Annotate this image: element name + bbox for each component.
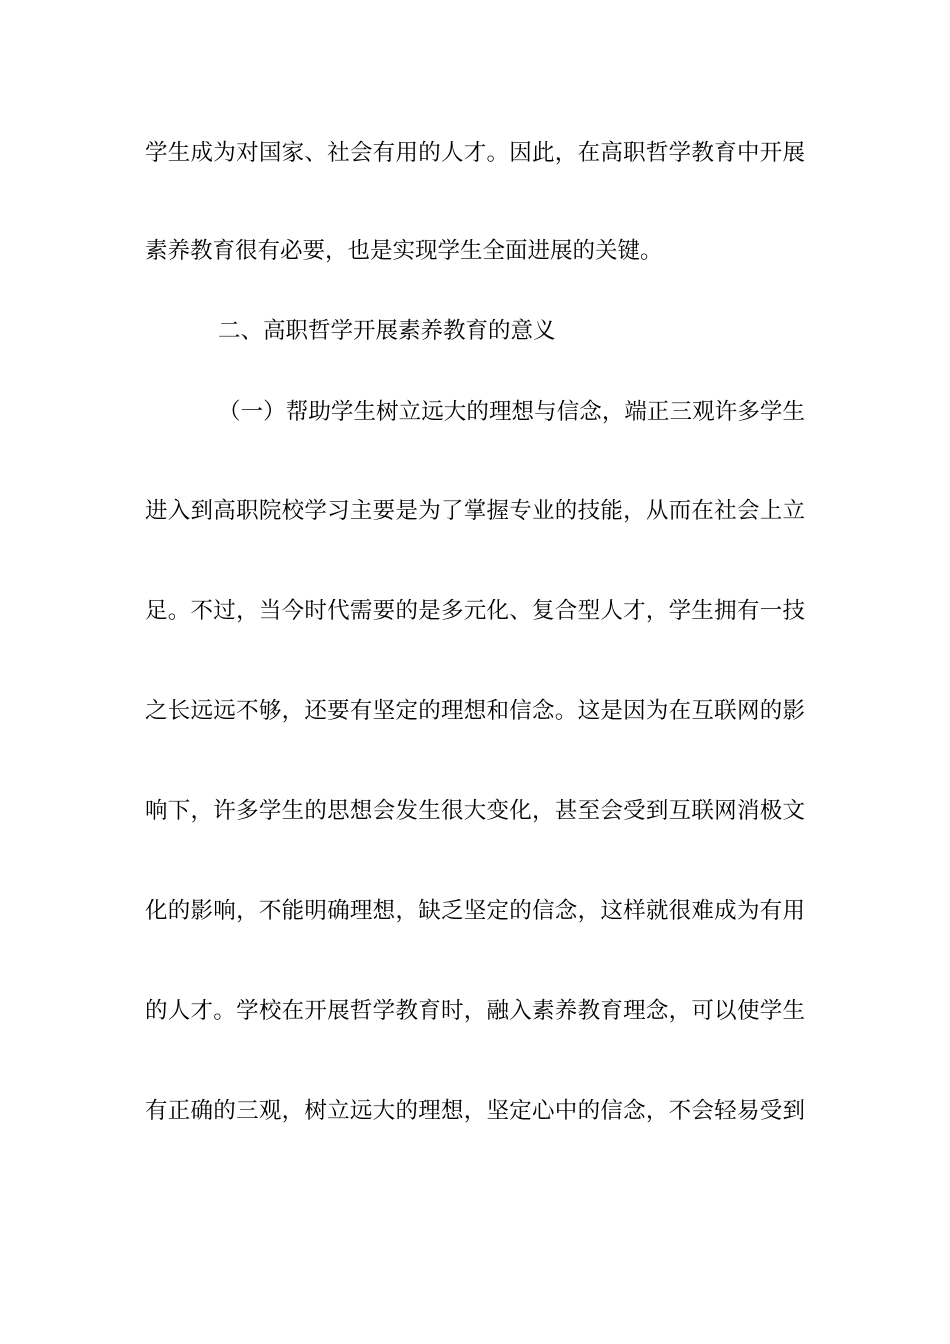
paragraph-line: 化的影响，不能明确理想，缺乏坚定的信念，这样就很难成为有用: [145, 898, 805, 924]
section-heading: 二、高职哲学开展素养教育的意义: [218, 318, 556, 344]
paragraph-line: 足。不过，当今时代需要的是多元化、复合型人才，学生拥有一技: [145, 598, 805, 624]
paragraph-line: 响下，许多学生的思想会发生很大变化，甚至会受到互联网消极文: [145, 798, 805, 824]
paragraph-line: 有正确的三观，树立远大的理想，坚定心中的信念，不会轻易受到: [145, 1098, 805, 1124]
paragraph-line: 之长远远不够，还要有坚定的理想和信念。这是因为在互联网的影: [145, 698, 805, 724]
paragraph-line: 的人才。学校在开展哲学教育时，融入素养教育理念，可以使学生: [145, 998, 805, 1024]
paragraph-line: 素养教育很有必要，也是实现学生全面进展的关键。: [145, 238, 663, 264]
paragraph-line: 进入到高职院校学习主要是为了掌握专业的技能，从而在社会上立: [145, 498, 805, 524]
paragraph-line: 学生成为对国家、社会有用的人才。因此，在高职哲学教育中开展: [145, 140, 805, 166]
subsection-heading-line: （一）帮助学生树立远大的理想与信念，端正三观许多学生: [218, 399, 805, 425]
